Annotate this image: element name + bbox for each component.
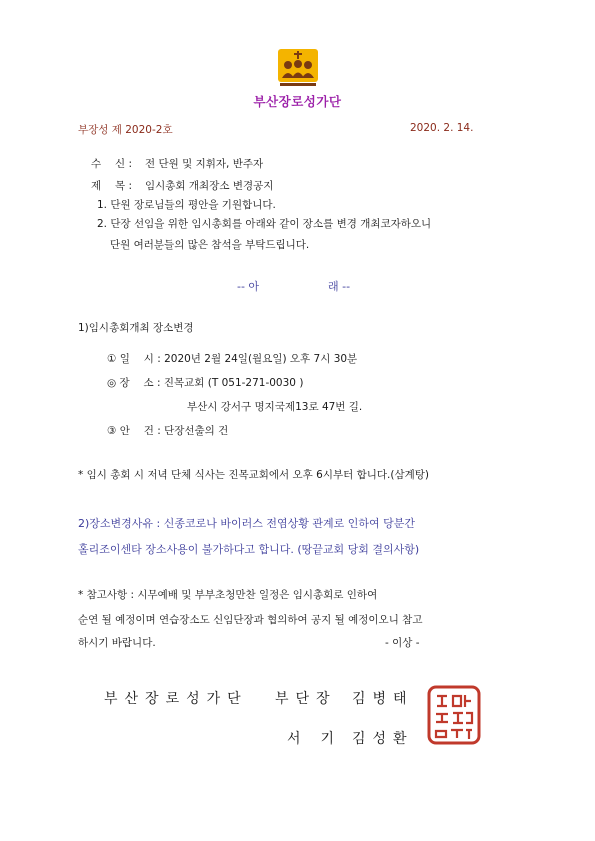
clerk-name: 김성환 (352, 731, 414, 747)
recipient-value: 전 단원 및 지휘자, 반주자 (145, 158, 264, 170)
change-reason-line-1: 2)장소변경사유 : 신종코로나 바이러스 전염상황 관계로 인하여 당분간 (78, 517, 415, 530)
subject-label: 제 목 : (91, 180, 132, 192)
meeting-agenda: ③ 안 건 : 단장선출의 건 (107, 425, 229, 437)
reference-line-3: 하시기 바랍니다. (78, 637, 156, 649)
meeting-time: ① 일 시 : 2020년 2월 24일(월요일) 오후 7시 30분 (107, 353, 358, 365)
below-heading-left: -- 아 (237, 280, 260, 293)
vice-president-title: 부단장 (275, 691, 337, 707)
document-date: 2020. 2. 14. (410, 122, 474, 134)
org-logo (276, 48, 320, 88)
body-paragraph-2b: 단원 여러분들의 많은 참석을 부탁드립니다. (110, 239, 310, 251)
change-reason-line-2: 홀리조이센타 장소사용이 불가하다고 합니다. (땅끝교회 당회 결의사항) (78, 543, 420, 556)
document-number: 부장성 제 2020-2호 (78, 124, 173, 136)
body-paragraph-1: 1. 단원 장로님들의 평안을 기원합니다. (97, 199, 276, 211)
meeting-place: ◎ 장 소 : 진목교회 (T 051-271-0030 ) (107, 377, 304, 389)
vice-president-name: 김병태 (352, 691, 414, 707)
reference-line-1: * 참고사항 : 시무예배 및 부부초청만찬 일정은 임시총회로 인하여 (78, 589, 378, 601)
meeting-address: 부산시 강서구 명지국제13로 47번 길. (187, 401, 363, 413)
section-1-title: 1)임시총회개최 장소변경 (78, 322, 194, 334)
below-heading-right: 래 -- (328, 280, 351, 293)
recipient-label: 수 신 : (91, 158, 132, 170)
org-name: 부산장로성가단 (253, 94, 342, 109)
body-paragraph-2a: 2. 단장 선임을 위한 임시총회를 아래와 같이 장소를 변경 개최코자하오니 (97, 218, 432, 230)
clerk-title: 서기 (287, 731, 355, 747)
signature-org: 부산장로성가단 (104, 691, 248, 707)
reference-line-2: 순연 될 예정이며 연습장소도 신임단장과 협의하여 공지 될 예정이오니 참고 (78, 614, 423, 626)
end-mark: - 이상 - (385, 637, 420, 649)
official-seal (426, 684, 482, 746)
subject-value: 임시총회 개최장소 변경공지 (145, 180, 274, 192)
meal-note: * 임시 총회 시 저녁 단체 식사는 진목교회에서 오후 6시부터 합니다.(삼계탕) (78, 469, 429, 481)
